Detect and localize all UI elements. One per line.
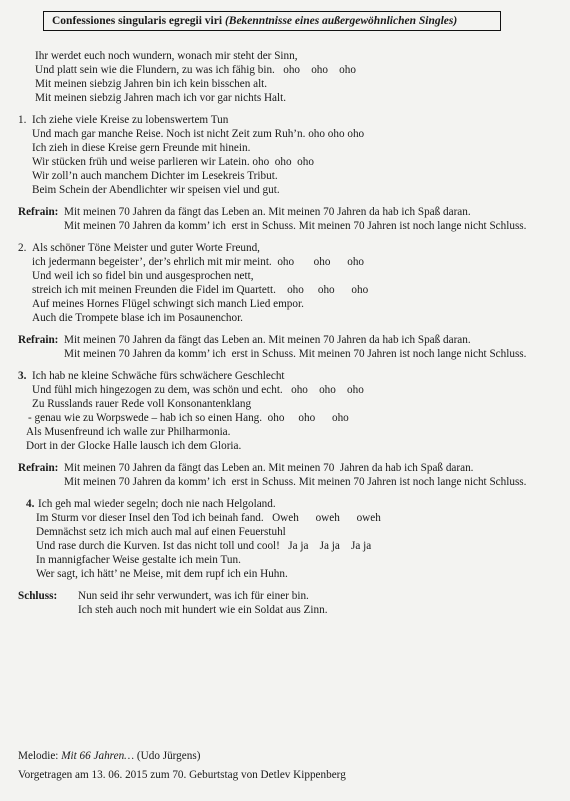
verse-number: 2. <box>18 242 27 254</box>
verse-line: Als Musenfreund ich walle zur Philharmonia. <box>26 426 231 438</box>
melodie-label: Melodie: <box>18 750 59 762</box>
verse-number: 4. <box>26 498 35 510</box>
verse-line: Wer sagt, ich hätt’ ne Meise, mit dem rupf ich ein Huhn. <box>36 568 288 580</box>
verse-number: 3. <box>18 370 27 382</box>
refrain-label: Refrain: <box>18 206 59 218</box>
verse-line: Wir zoll’n auch manchem Dichter im Lesekreis Tribut. <box>32 170 278 182</box>
verse-line: In mannigfacher Weise gestalte ich mein Tun. <box>36 554 241 566</box>
title-subtitle: (Bekenntnisse eines außergewöhnlichen Singles) <box>224 15 458 27</box>
verse-line: Und rase durch die Kurven. Ist das nicht toll und cool! Ja ja Ja ja Ja ja <box>36 540 372 552</box>
refrain-label: Refrain: <box>18 334 59 346</box>
intro-line: Und platt sein wie die Flundern, zu was ich fähig bin. oho oho oho <box>35 64 356 76</box>
verse-line: streich ich mit meinen Freunden die Fidel im Quartett. oho oho oho <box>32 284 369 296</box>
verse-line: Dort in der Glocke Halle lausch ich dem Gloria. <box>26 440 242 452</box>
verse-line: Auf meines Hornes Flügel schwingt sich manch Lied empor. <box>32 298 304 310</box>
intro-line: Mit meinen siebzig Jahren bin ich kein bisschen alt. <box>35 78 268 90</box>
title-main: Confessiones singularis egregii viri <box>52 15 223 27</box>
intro-line: Ihr werdet euch noch wundern, wonach mir steht der Sinn, <box>35 50 298 62</box>
verse-line: Ich zieh in diese Kreise gern Freunde mit hinein. <box>32 142 251 154</box>
verse-line: Und fühl mich hingezogen zu dem, was schön und echt. oho oho oho <box>32 384 364 396</box>
vorgetragen-line: Vorgetragen am 13. 06. 2015 zum 70. Geburtstag von Detlev Kippenberg <box>18 769 346 781</box>
refrain-line: Mit meinen 70 Jahren da fängt das Leben an. Mit meinen 70 Jahren da hab ich Spaß daran. <box>64 462 474 474</box>
verse-line: Ich geh mal wieder segeln; doch nie nach Helgoland. <box>38 498 276 510</box>
refrain-line: Mit meinen 70 Jahren da fängt das Leben an. Mit meinen 70 Jahren da hab ich Spaß daran. <box>64 206 471 218</box>
melodie-author: (Udo Jürgens) <box>136 750 201 762</box>
verse-line: ich jedermann begeister’, der’s ehrlich mit mir meint. oho oho oho <box>32 256 365 268</box>
verse-line: - genau wie zu Worpswede – hab ich so einen Hang. oho oho oho <box>28 412 349 424</box>
verse-line: Zu Russlands rauer Rede voll Konsonantenklang <box>32 398 252 410</box>
schluss-line: Ich steh auch noch mit hundert wie ein Soldat aus Zinn. <box>78 604 328 616</box>
refrain-line: Mit meinen 70 Jahren da komm’ ich erst in Schuss. Mit meinen 70 Jahren ist noch lange nicht Schluss. <box>64 348 527 360</box>
verse-line: Ich hab ne kleine Schwäche fürs schwächere Geschlecht <box>32 370 285 382</box>
verse-line: Auch die Trompete blase ich im Posaunenchor. <box>32 312 243 324</box>
title-box <box>43 11 501 31</box>
refrain-line: Mit meinen 70 Jahren da komm’ ich erst in Schuss. Mit meinen 70 Jahren ist noch lange nicht Schluss. <box>64 476 527 488</box>
refrain-label: Refrain: <box>18 462 59 474</box>
refrain-line: Mit meinen 70 Jahren da komm’ ich erst in Schuss. Mit meinen 70 Jahren ist noch lange nicht Schluss. <box>64 220 527 232</box>
schluss-line: Nun seid ihr sehr verwundert, was ich für einer bin. <box>78 590 309 602</box>
verse-line: Ich ziehe viele Kreise zu lobenswertem Tun <box>32 114 229 126</box>
verse-line: Als schöner Töne Meister und guter Worte Freund, <box>32 242 260 254</box>
schluss-label: Schluss: <box>18 590 58 602</box>
melodie-line <box>18 750 200 763</box>
verse-line: Beim Schein der Abendlichter wir speisen viel und gut. <box>32 184 280 196</box>
verse-line: Demnächst setz ich mich auch mal auf einen Feuerstuhl <box>36 526 286 538</box>
verse-line: Wir stücken früh und weise parlieren wir Latein. oho oho oho <box>32 156 314 168</box>
verse-line: Im Sturm vor dieser Insel den Tod ich beinah fand. Oweh oweh oweh <box>36 512 381 524</box>
verse-line: Und mach gar manche Reise. Noch ist nicht Zeit zum Ruh’n. oho oho oho <box>32 128 365 140</box>
verse-line: Und weil ich so fidel bin und ausgesprochen nett, <box>32 270 254 282</box>
refrain-line: Mit meinen 70 Jahren da fängt das Leben an. Mit meinen 70 Jahren da hab ich Spaß daran. <box>64 334 471 346</box>
melodie-title: Mit 66 Jahren… <box>61 750 135 762</box>
verse-number: 1. <box>18 114 27 126</box>
intro-line: Mit meinen siebzig Jahren mach ich vor gar nichts Halt. <box>35 92 287 104</box>
